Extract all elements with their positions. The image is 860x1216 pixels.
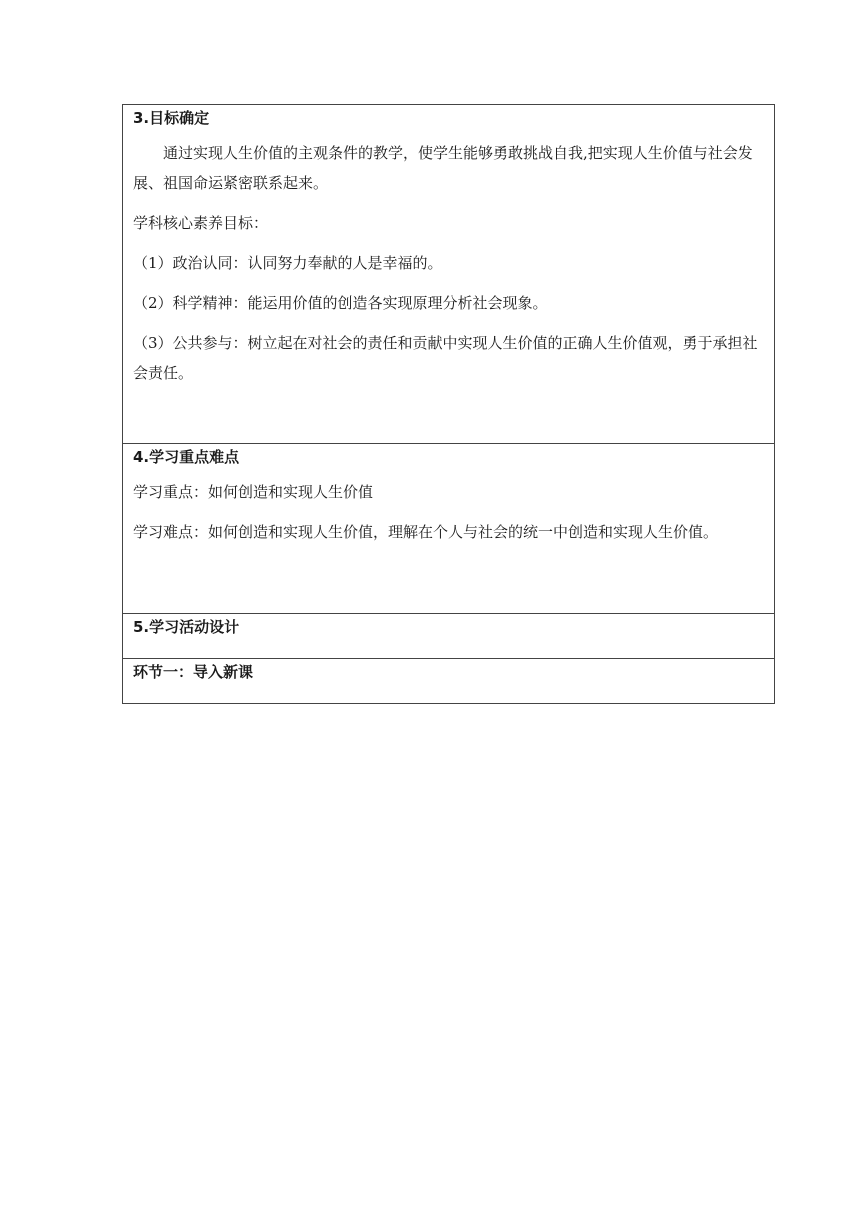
- lesson-plan-table: [122, 104, 775, 704]
- key-points-heading: 4.学习重点难点: [133, 448, 240, 466]
- activity-design-heading: 5.学习活动设计: [133, 618, 240, 636]
- goal-heading: 3.目标确定: [133, 109, 210, 127]
- learning-difficulty: 学习难点：如何创造和实现人生价值，理解在个人与社会的统一中创造和实现人生价值。: [133, 523, 719, 541]
- goal-item-political: （1）政治认同：认同努力奉献的人是幸福的。: [133, 254, 443, 272]
- goal-cell: [123, 105, 775, 444]
- core-literacy-label: 学科核心素养目标：: [133, 214, 269, 232]
- stage-one-cell: [123, 659, 775, 704]
- activity-design-cell: [123, 614, 775, 659]
- learning-focus: 学习重点：如何创造和实现人生价值: [133, 483, 374, 501]
- key-points-cell: [123, 444, 775, 614]
- key-points-row: [123, 444, 775, 614]
- goal-item-science: （2）科学精神：能运用价值的创造各实现原理分析社会现象。: [133, 294, 548, 312]
- stage-one-row: [123, 659, 775, 704]
- activity-design-row: [123, 614, 775, 659]
- goal-intro-paragraph: 通过实现人生价值的主观条件的教学，使学生能够勇敢挑战自我,把实现人生价值与社会发展、祖国命运紧密联系起来。: [133, 144, 753, 192]
- stage-one-heading: 环节一：导入新课: [133, 663, 254, 681]
- goal-item-participation: （3）公共参与：树立起在对社会的责任和贡献中实现人生价值的正确人生价值观，勇于承担社会责任。: [133, 334, 758, 382]
- goal-row: [123, 105, 775, 444]
